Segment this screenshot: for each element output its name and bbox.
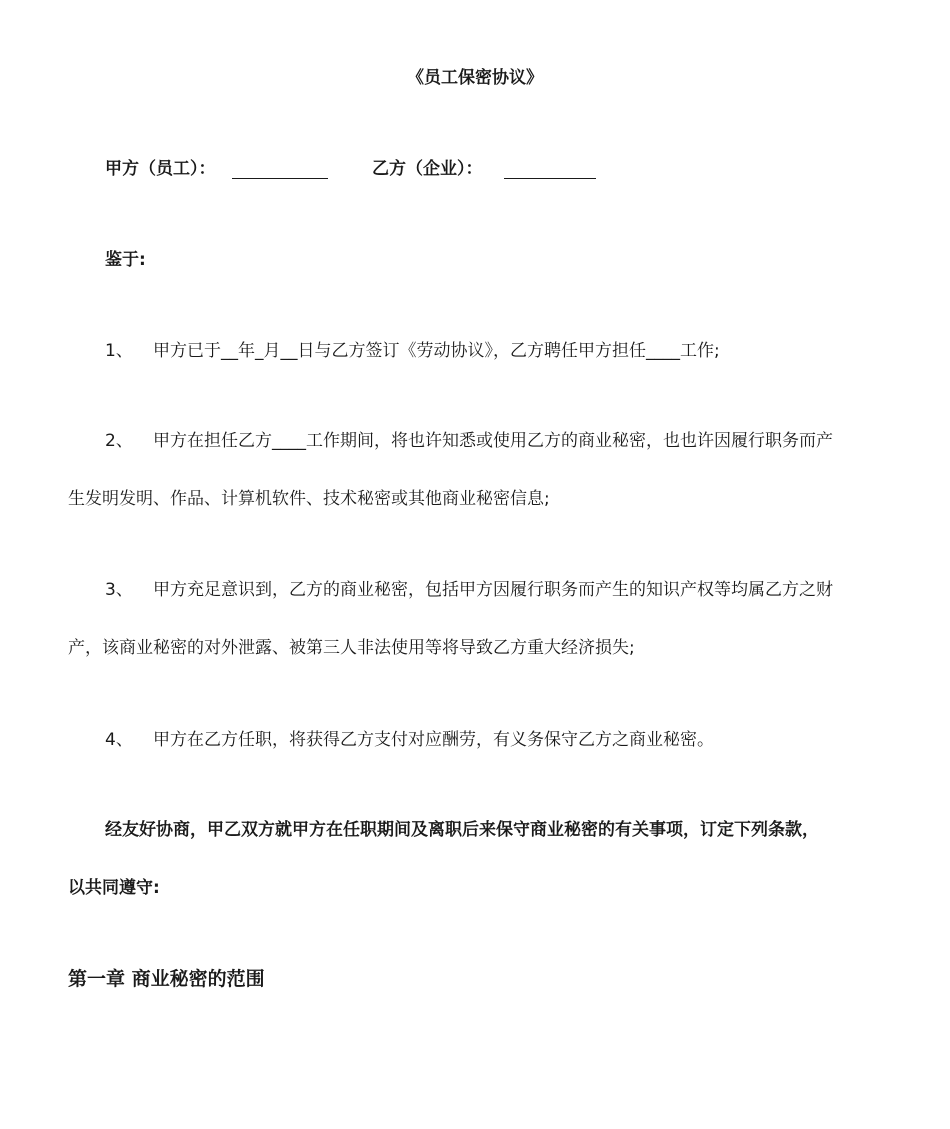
party-b-label: 乙方（企业）： xyxy=(372,159,483,179)
item-number: 1、 xyxy=(105,341,133,361)
item-number: 3、 xyxy=(105,580,133,600)
chapter-heading: 第一章 商业秘密的范围 xyxy=(68,968,265,990)
item-2 xyxy=(105,429,833,453)
item-2-continuation: 生发明发明、作品、计算机软件、技术秘密或其他商业秘密信息; xyxy=(68,489,550,509)
item-number: 2、 xyxy=(105,431,133,451)
agreement-paragraph: 经友好协商，甲乙双方就甲方在任职期间及离职后来保守商业秘密的有关事项，订定下列条款， xyxy=(105,820,819,840)
item-text: 甲方已于__年_月__日与乙方签订《劳动协议》，乙方聘任甲方担任____工作; xyxy=(153,341,720,361)
party-a-blank xyxy=(232,160,328,179)
item-3-continuation: 产，该商业秘密的对外泄露、被第三人非法使用等将导致乙方重大经济损失; xyxy=(68,638,635,658)
agreement-paragraph-continuation: 以共同遵守: xyxy=(68,878,160,898)
party-b-blank xyxy=(504,160,596,179)
item-text: 甲方在乙方任职，将获得乙方支付对应酬劳，有义务保守乙方之商业秘密。 xyxy=(153,730,714,750)
item-3 xyxy=(105,578,833,602)
whereas-label: 鉴于: xyxy=(105,250,146,270)
item-1 xyxy=(105,339,720,363)
item-number: 4、 xyxy=(105,730,133,750)
item-4 xyxy=(105,728,714,752)
party-a-label: 甲方（员工）： xyxy=(105,159,216,179)
item-text: 甲方在担任乙方____工作期间，将也许知悉或使用乙方的商业秘密，也也许因履行职务而产 xyxy=(153,431,833,451)
item-text: 甲方充足意识到，乙方的商业秘密，包括甲方因履行职务而产生的知识产权等均属乙方之财 xyxy=(153,580,833,600)
document-title: 《员工保密协议》 xyxy=(407,68,543,88)
